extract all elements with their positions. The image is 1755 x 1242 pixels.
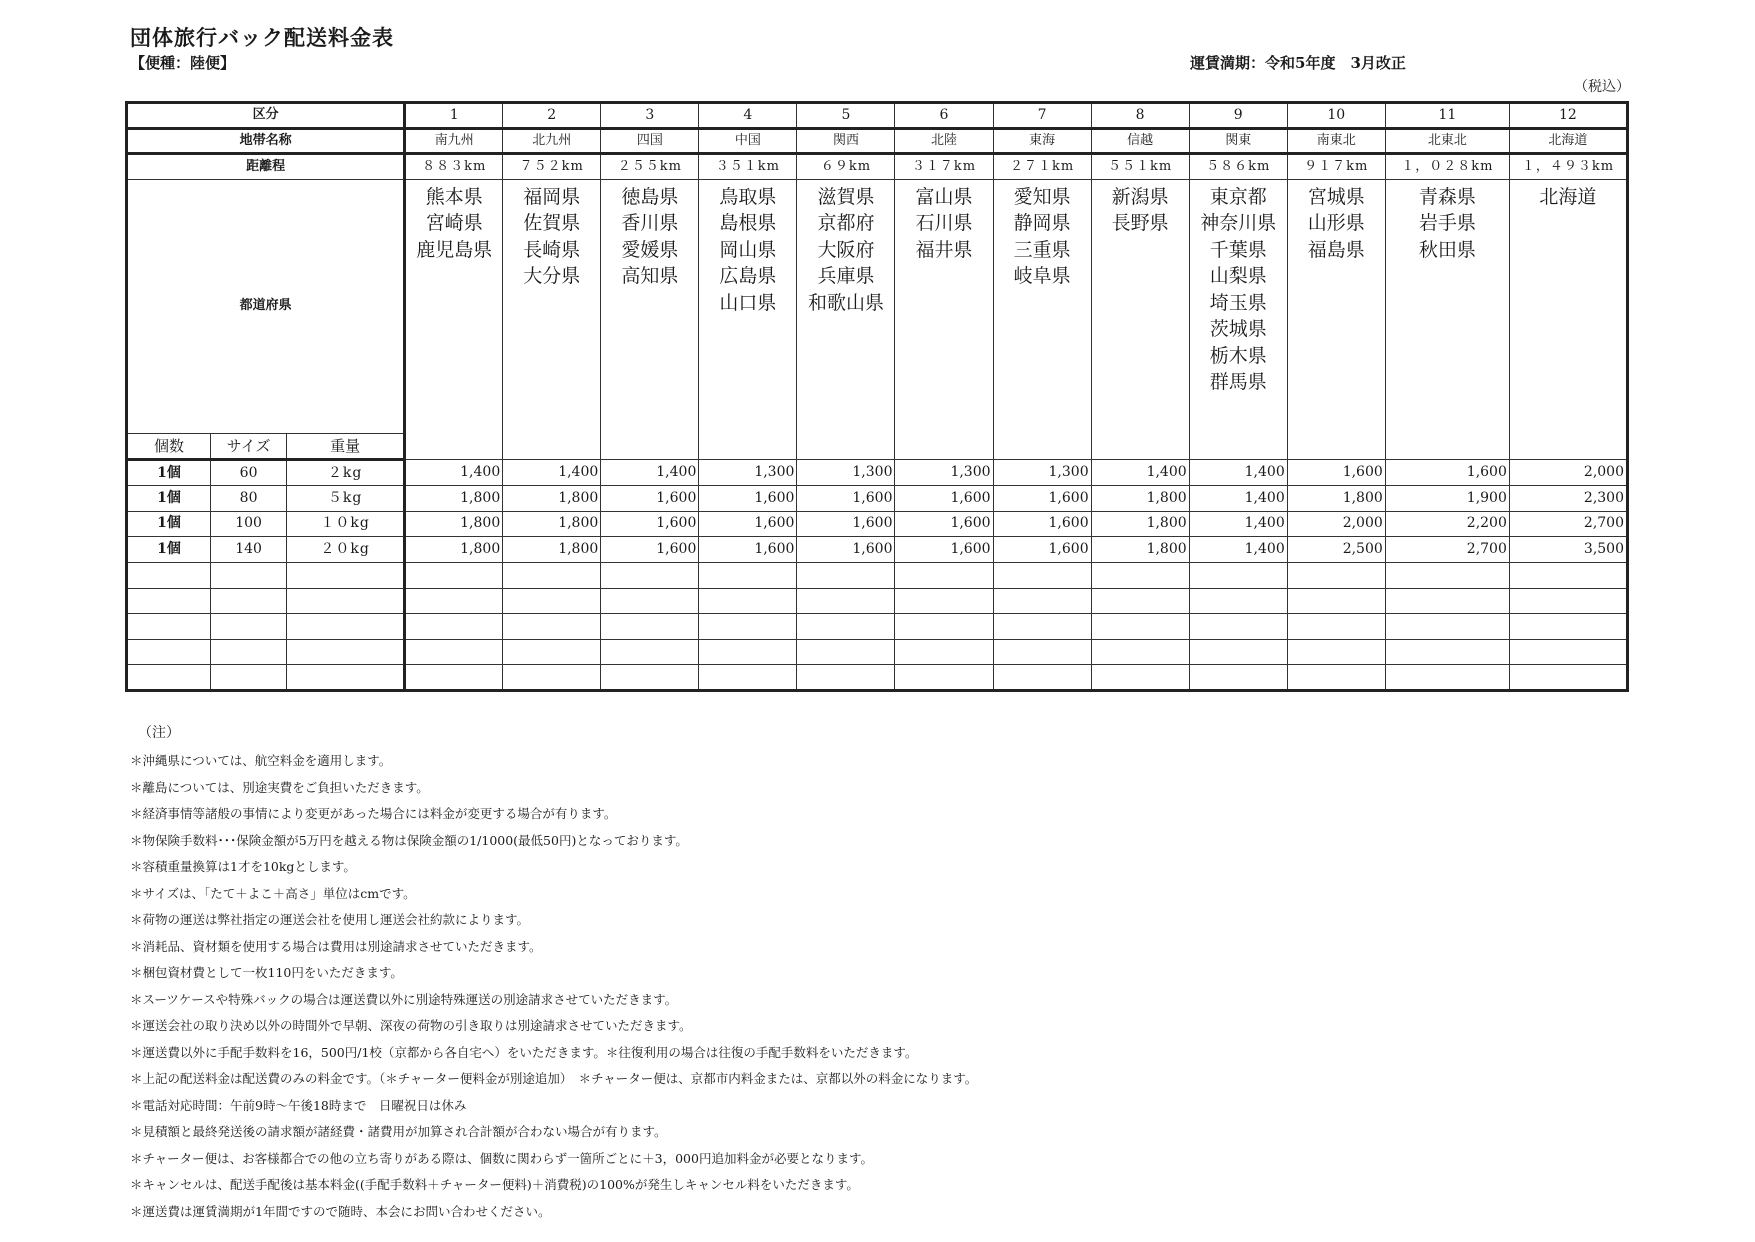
region-distance: １，０２８km [1385,154,1509,180]
price-cell: 2,700 [1385,537,1509,563]
note-item: ＊運送費は運賃満期が1年間ですので随時、本会にお問い合わせください。 [130,1203,551,1219]
region-prefectures [405,179,503,460]
piece-count: 1個 [127,460,211,486]
notes-section [130,722,977,1225]
empty-cell [1509,639,1627,665]
prefecture-name: 栃木県 [1209,344,1267,367]
region-distance: ３５１km [699,154,797,180]
empty-cell [797,588,895,614]
price-cell: 1,400 [601,460,699,486]
note-item: ＊スーツケースや特殊バックの場合は運送費以外に別途特殊運送の別途請求させていただきます。 [130,991,678,1007]
price-cell: 2,200 [1385,511,1509,537]
prefecture-list [1092,180,1189,237]
empty-cell [1189,562,1287,588]
prefecture-list [699,180,796,317]
region-zone: 南東北 [1287,128,1385,154]
note-item: ＊梱包資材費として一枚110円をいただきます。 [130,965,403,980]
price-cell: 1,800 [503,537,601,563]
price-cell: 1,800 [503,486,601,512]
empty-cell [211,639,287,665]
empty-cell [405,614,503,640]
region-zone: 東海 [993,128,1091,154]
price-cell: 1,600 [895,511,993,537]
prefecture-name: 岡山県 [719,238,777,261]
empty-cell [993,588,1091,614]
region-number: 5 [797,103,895,129]
empty-cell [895,562,993,588]
empty-cell [1385,639,1509,665]
region-distance: ２５５km [601,154,699,180]
prefecture-name: 富山県 [915,185,973,208]
region-prefectures [993,179,1091,460]
empty-cell [287,639,405,665]
empty-cell [405,588,503,614]
empty-cell [1189,614,1287,640]
prefecture-name: 石川県 [915,212,973,235]
prefecture-name: 北海道 [1539,185,1597,208]
prefecture-list [406,180,502,264]
empty-cell [1091,665,1189,691]
region-number: 8 [1091,103,1189,129]
package-size: 100 [211,511,287,537]
region-zone: 関西 [797,128,895,154]
region-zone: 関東 [1189,128,1287,154]
note-item: ＊キャンセルは、配送手配後は基本料金((手配手数料＋チャーター便料)＋消費税)の100%が発生しキャンセル料をいただきます。 [130,1177,859,1192]
empty-cell [699,639,797,665]
package-weight: ５kg [287,486,405,512]
empty-cell [287,665,405,691]
price-cell: 2,000 [1287,511,1385,537]
empty-cell [699,665,797,691]
prefecture-name: 千葉県 [1209,238,1267,261]
region-number: 1 [405,103,503,129]
region-prefectures [1385,179,1509,460]
empty-cell [1385,665,1509,691]
empty-cell [1509,614,1627,640]
price-cell: 1,800 [405,511,503,537]
empty-cell [1091,639,1189,665]
region-zone: 北海道 [1509,128,1627,154]
region-prefectures [1509,179,1627,460]
tax-note: （税込） [1574,79,1630,95]
empty-cell [1509,588,1627,614]
prefecture-name: 鹿児島県 [416,238,493,261]
page-title: 団体旅行バック配送料金表 [130,25,394,50]
empty-cell [1509,665,1627,691]
prefecture-list [994,180,1091,290]
prefecture-name: 和歌山県 [807,291,884,314]
prefecture-name: 長崎県 [523,238,581,261]
note-item: ＊経済事情等諸般の事情により変更があった場合には料金が変更する場合が有ります。 [130,806,617,821]
rate-validity: 運賃満期：令和5年度 3月改正 [1190,54,1406,72]
prefecture-name: 福井県 [915,238,973,261]
price-cell: 1,300 [895,460,993,486]
price-cell: 1,400 [405,460,503,486]
empty-cell [211,562,287,588]
empty-cell [503,562,601,588]
prefecture-name: 長野県 [1111,212,1169,235]
empty-cell [601,614,699,640]
prefecture-list [1288,180,1385,264]
region-number: 2 [503,103,601,129]
region-number: 7 [993,103,1091,129]
label-distance: 距離程 [127,154,405,180]
empty-cell [993,614,1091,640]
note-item: ＊サイズは、「たて＋よこ＋高さ」単位はcmです。 [130,885,416,901]
empty-cell [1385,588,1509,614]
price-cell: 1,800 [1091,511,1189,537]
prefecture-name: 岩手県 [1418,212,1476,235]
prefecture-name: 東京都 [1209,185,1267,208]
prefecture-name: 大阪府 [817,238,875,261]
package-weight: １０kg [287,511,405,537]
region-number: 3 [601,103,699,129]
package-size: 80 [211,486,287,512]
empty-cell [1189,639,1287,665]
note-item: ＊電話対応時間：午前9時～午後18時まで 日曜祝日は休み [130,1097,467,1113]
region-prefectures [895,179,993,460]
prefecture-name: 宮城県 [1307,185,1365,208]
note-item: ＊荷物の運送は弊社指定の運送会社を使用し運送会社約款によります。 [130,912,530,927]
note-item: ＊消耗品、資材類を使用する場合は費用は別途請求させていただきます。 [130,938,542,954]
region-prefectures [1287,179,1385,460]
region-number: 4 [699,103,797,129]
region-zone: 北東北 [1385,128,1509,154]
prefecture-name: 群馬県 [1209,371,1267,394]
empty-cell [287,588,405,614]
empty-cell [993,639,1091,665]
empty-cell [993,562,1091,588]
package-weight: ２０kg [287,537,405,563]
empty-cell [797,639,895,665]
region-distance: ３１７km [895,154,993,180]
prefecture-name: 新潟県 [1111,185,1169,208]
notes-heading: （注） [138,725,180,741]
price-cell: 1,600 [895,537,993,563]
prefecture-name: 熊本県 [425,185,483,208]
price-cell: 1,600 [1385,460,1509,486]
price-cell: 1,600 [601,537,699,563]
price-cell: 2,500 [1287,537,1385,563]
prefecture-name: 佐賀県 [523,212,581,235]
empty-cell [127,588,211,614]
package-size: 60 [211,460,287,486]
price-cell: 1,400 [1189,511,1287,537]
prefecture-name: 鳥取県 [719,185,777,208]
region-zone: 北陸 [895,128,993,154]
note-item: ＊離島については、別途実費をご負担いただきます。 [130,779,429,795]
price-cell: 1,800 [405,486,503,512]
empty-cell [699,588,797,614]
empty-cell [211,588,287,614]
price-cell: 1,600 [1287,460,1385,486]
empty-cell [699,614,797,640]
note-item: ＊見積額と最終発送後の請求額が諸経費・諸費用が加算され合計額が合わない場合が有ります。 [130,1124,667,1139]
region-number: 11 [1385,103,1509,129]
price-cell: 1,400 [1091,460,1189,486]
prefecture-name: 青森県 [1418,185,1476,208]
empty-cell [895,588,993,614]
price-cell: 1,400 [1189,486,1287,512]
region-zone: 中国 [699,128,797,154]
price-cell: 1,800 [1091,537,1189,563]
prefecture-list [503,180,600,290]
note-item: ＊チャーター便は、お客様都合での他の立ち寄りがある際は、個数に関わらず一箇所ごとに＋3，000円追加料金が必要となります。 [130,1150,873,1166]
note-item: ＊沖縄県については、航空料金を適用します。 [130,753,392,768]
empty-cell [601,639,699,665]
region-number: 10 [1287,103,1385,129]
empty-cell [797,562,895,588]
prefecture-name: 神奈川県 [1200,212,1277,235]
empty-cell [1385,614,1509,640]
price-cell: 1,600 [699,511,797,537]
empty-cell [1189,665,1287,691]
empty-cell [127,639,211,665]
prefecture-name: 福島県 [1307,238,1365,261]
empty-cell [127,614,211,640]
empty-cell [405,562,503,588]
prefecture-name: 山梨県 [1209,265,1267,288]
label-zone: 地帯名称 [127,128,405,154]
label-count: 個数 [127,433,211,460]
price-cell: 1,600 [993,486,1091,512]
price-cell: 1,800 [405,537,503,563]
price-cell: 1,400 [1189,460,1287,486]
region-zone: 四国 [601,128,699,154]
prefecture-name: 滋賀県 [817,185,875,208]
note-item: ＊物保険手数料･･･保険金額が5万円を越える物は保険金額の1/1000(最低50円)となっております。 [130,832,688,848]
empty-cell [503,614,601,640]
note-item: ＊運送費以外に手配手数料を16，500円/1校（京都から各自宅へ）をいただきます。＊往復利用の場合は往復の手配手数料をいただきます。 [130,1044,918,1060]
region-zone: 南九州 [405,128,503,154]
empty-cell [1509,562,1627,588]
region-number: 9 [1189,103,1287,129]
price-cell: 1,600 [797,511,895,537]
empty-cell [699,562,797,588]
price-cell: 1,600 [797,486,895,512]
price-row [127,460,1628,486]
prefecture-name: 徳島県 [621,185,679,208]
empty-cell [1287,614,1385,640]
prefecture-name: 京都府 [817,212,875,235]
empty-cell [1091,588,1189,614]
prefecture-name: 茨城県 [1209,318,1267,341]
prefecture-name: 香川県 [621,212,679,235]
price-cell: 1,600 [601,486,699,512]
piece-count: 1個 [127,537,211,563]
package-size: 140 [211,537,287,563]
region-distance: ９１７km [1287,154,1385,180]
empty-cell [1287,665,1385,691]
region-prefectures [1189,179,1287,460]
empty-cell [1189,588,1287,614]
label-prefecture: 都道府県 [127,179,405,433]
empty-cell [601,588,699,614]
price-cell: 1,600 [797,537,895,563]
label-kubun: 区分 [127,103,405,129]
empty-row [127,665,1628,691]
price-cell: 1,300 [993,460,1091,486]
prefecture-name: 愛媛県 [621,238,679,261]
prefecture-name: 岐阜県 [1013,265,1071,288]
empty-cell [211,665,287,691]
note-item: ＊運送会社の取り決め以外の時間外で早朝、深夜の荷物の引き取りは別途請求させていただきます。 [130,1018,692,1033]
empty-row [127,562,1628,588]
empty-cell [1287,562,1385,588]
price-cell: 1,600 [993,537,1091,563]
price-cell: 1,800 [503,511,601,537]
region-distance: ７５２km [503,154,601,180]
prefecture-name: 福岡県 [523,185,581,208]
empty-cell [405,639,503,665]
region-zone: 信越 [1091,128,1189,154]
price-cell: 1,400 [503,460,601,486]
region-distance: ６９km [797,154,895,180]
price-cell: 1,800 [1091,486,1189,512]
empty-cell [1287,639,1385,665]
prefecture-list [1510,180,1626,211]
empty-cell [127,665,211,691]
price-cell: 2,700 [1509,511,1627,537]
header-row-prefecture [127,179,1628,433]
region-prefectures [699,179,797,460]
region-distance: ２７１km [993,154,1091,180]
prefecture-name: 三重県 [1013,238,1071,261]
prefecture-list [1190,180,1287,396]
empty-row [127,588,1628,614]
empty-cell [993,665,1091,691]
empty-cell [895,614,993,640]
price-cell: 1,600 [993,511,1091,537]
empty-cell [127,562,211,588]
note-item: ＊上記の配送料金は配送費のみの料金です。（＊チャーター便料金が別途追加） ＊チャーター便は、京都市内料金または、京都以外の料金になります。 [130,1071,978,1086]
empty-cell [797,614,895,640]
empty-cell [287,614,405,640]
region-prefectures [1091,179,1189,460]
service-category: 【便種：陸便】 [130,54,236,72]
empty-cell [1091,614,1189,640]
region-distance: ５５１km [1091,154,1189,180]
prefecture-list [797,180,894,317]
prefecture-name: 大分県 [523,265,581,288]
price-cell: 2,300 [1509,486,1627,512]
price-cell: 2,000 [1509,460,1627,486]
empty-cell [601,562,699,588]
empty-cell [1091,562,1189,588]
price-row [127,537,1628,563]
prefecture-list [1386,180,1509,264]
prefecture-name: 高知県 [621,265,679,288]
price-row [127,486,1628,512]
empty-cell [405,665,503,691]
prefecture-name: 静岡県 [1013,212,1071,235]
empty-cell [895,665,993,691]
region-number: 6 [895,103,993,129]
header-row-number [127,103,1628,129]
empty-cell [211,614,287,640]
price-cell: 1,300 [699,460,797,486]
prefecture-list [601,180,698,290]
price-cell: 1,600 [895,486,993,512]
price-cell: 1,400 [1189,537,1287,563]
price-row [127,511,1628,537]
label-size: サイズ [211,433,287,460]
prefecture-name: 山口県 [719,291,777,314]
note-item: ＊容積重量換算は1才を10kgとします。 [130,859,356,874]
price-cell: 1,600 [699,537,797,563]
price-cell: 1,300 [797,460,895,486]
prefecture-name: 島根県 [719,212,777,235]
price-cell: 1,800 [1287,486,1385,512]
empty-cell [503,588,601,614]
label-weight: 重量 [287,433,405,460]
prefecture-name: 山形県 [1307,212,1365,235]
rate-table [125,101,1629,692]
region-prefectures [503,179,601,460]
prefecture-list [895,180,992,264]
empty-row [127,614,1628,640]
region-prefectures [797,179,895,460]
piece-count: 1個 [127,486,211,512]
price-cell: 3,500 [1509,537,1627,563]
region-distance: １，４９３km [1509,154,1627,180]
prefecture-name: 宮崎県 [425,212,483,235]
region-distance: ５８６km [1189,154,1287,180]
prefecture-name: 秋田県 [1418,238,1476,261]
prefecture-name: 兵庫県 [817,265,875,288]
empty-row [127,639,1628,665]
empty-cell [895,639,993,665]
prefecture-name: 広島県 [719,265,777,288]
header-row-distance [127,154,1628,180]
empty-cell [503,639,601,665]
header-row-zone [127,128,1628,154]
price-cell: 1,600 [601,511,699,537]
package-weight: ２kg [287,460,405,486]
prefecture-name: 埼玉県 [1209,291,1267,314]
region-number: 12 [1509,103,1627,129]
empty-cell [503,665,601,691]
empty-cell [1385,562,1509,588]
region-prefectures [601,179,699,460]
empty-cell [797,665,895,691]
piece-count: 1個 [127,511,211,537]
region-distance: ８８３km [405,154,503,180]
price-cell: 1,900 [1385,486,1509,512]
empty-cell [287,562,405,588]
empty-cell [601,665,699,691]
price-cell: 1,600 [699,486,797,512]
empty-cell [1287,588,1385,614]
prefecture-name: 愛知県 [1013,185,1071,208]
region-zone: 北九州 [503,128,601,154]
